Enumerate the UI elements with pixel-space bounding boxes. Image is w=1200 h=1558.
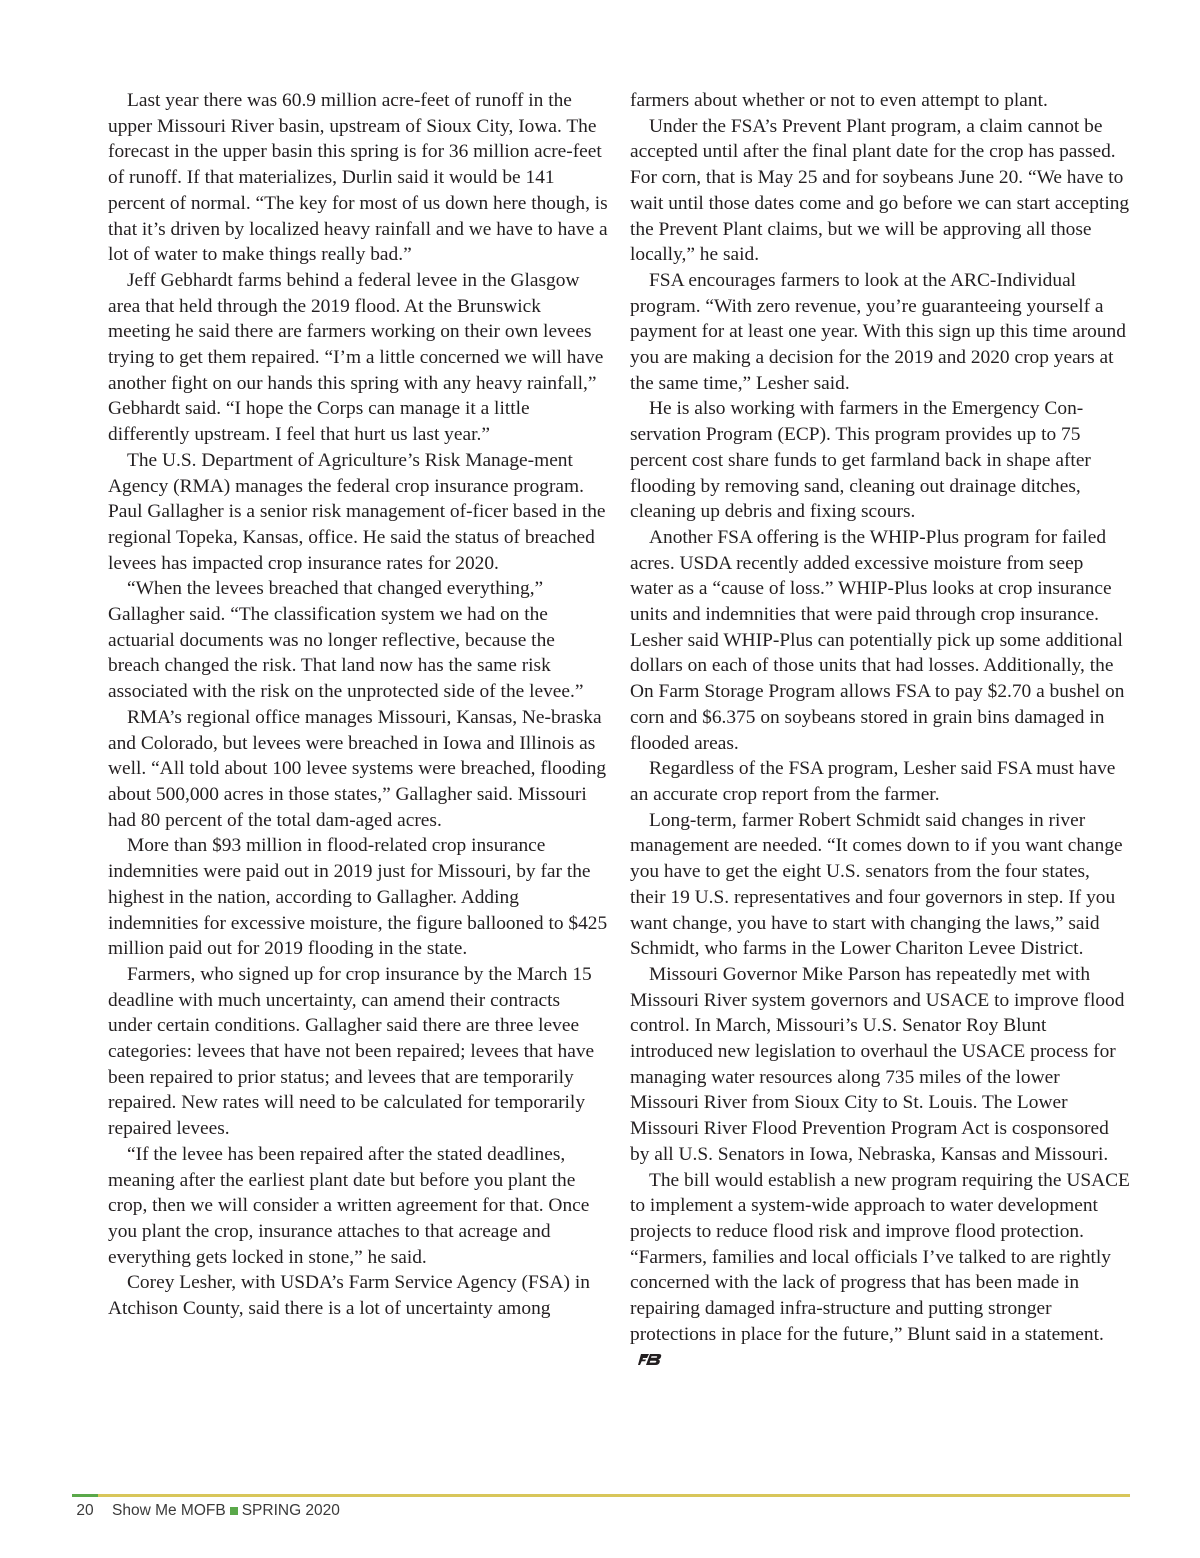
paragraph: Under the FSA’s Prevent Plant program, a claim cannot be accepted until after the final plant date for the crop has passed. For corn, that is May 25 and for soybeans June 20. “We have to wait until those dates come and go before we can start accepting the Prevent Plant claims, but we will be approving all those locally,” he said. [630,115,1130,266]
paragraph: Missouri Governor Mike Parson has repeatedly met with Missouri River system governors and USACE to improve flood control. In March, Missouri’s U.S. Senator Roy Blunt introduced new legislation to overhaul the USACE process for managing water resources along 735 miles of the lower Missouri River from Sioux City to St. Louis. The Lower Missouri River Flood Prevention Program Act is cosponsored by all U.S. Senators in Iowa, Nebraska, Kansas and Missouri. [630,963,1125,1165]
paragraph: The U.S. Department of Agriculture’s Risk Manage-ment Agency (RMA) manages the federal crop insurance program. Paul Gallagher is a senior risk management of-ficer based in the regional Topeka, Kansas, office. He said the status of breached levees has impacted crop insurance rates for 2020. [108,449,606,574]
final-paragraph-text: The bill would establish a new program requiring the USACE to implement a system-wide approach to water development projects to reduce flood risk and improve flood protection. “Farmers, families and local officials I’ve talked to are rightly concerned with the lack of progress that has been made in repairing damaged infra-structure and putting stronger protections in place for the future,” Blunt said in a statement. [630,1169,1130,1345]
paragraph: Last year there was 60.9 million acre-feet of runoff in the upper Missouri River basin, upstream of Sioux City, Iowa. The forecast in the upper basin this spring is for 36 million acre-feet of runoff. If that materializes, Durlin said it would be 141 percent of normal. “The key for most of us down here though, is that it’s driven by localized heavy rainfall and we have to have a lot of water to make things really bad.” [108,90,608,266]
green-square-separator-icon [230,1507,238,1515]
paragraph: Corey Lesher, with USDA’s Farm Service Agency (FSA) in Atchison County, said there is a lot of uncertainty among [108,1272,590,1320]
paragraph: RMA’s regional office manages Missouri, Kansas, Ne-braska and Colorado, but levees were breached in Iowa and Illinois as well. “All told about 100 levee systems were breached, flooding about 500,000 acres in those states,” Gallagher said. Missouri had 80 percent of the total dam-aged acres. [108,706,607,831]
paragraph: Farmers, who signed up for crop insurance by the March 15 deadline with much uncertainty, can amend their contracts under certain conditions. Gallagher said there are three levee categories: levees that have not been repaired; levees that have been repaired to prior status; and levees that are temporarily repaired. New rates will need to be calculated for temporarily repaired levees. [108,963,595,1140]
footer-rule-accent [72,1494,98,1497]
issue-label: SPRING 2020 [241,1502,340,1519]
paragraph: He is also working with farmers in the Emergency Con-servation Program (ECP). This program provides up to 75 percent cost share funds to get farmland back in shape after flooding by removing sand, cleaning out drainage ditches, cleaning up debris and fixing scours. [630,398,1091,523]
right-column [630,88,1130,1373]
page-number: 20 [76,1502,94,1519]
paragraph: Jeff Gebhardt farms behind a federal levee in the Glasgow area that held through the 2019 flood. At the Brunswick meeting he said there are farmers working on their own levees trying to get them repaired. “I’m a little concerned we will have another fight on our hands this spring with any heavy rainfall,” Gebhardt said. “I hope the Corps can manage it a little differently upstream. I feel that hurt us last year.” [108,269,604,446]
page-footer [72,1500,340,1522]
paragraph: FSA encourages farmers to look at the ARC-Individual program. “With zero revenue, you’re guaranteeing yourself a payment for at least one year. With this sign up this time around you are making a decision for the 2019 and 2020 crop years at the same time,” Lesher said. [630,269,1126,394]
mofb-logo-icon [638,1353,662,1366]
paragraph: More than $93 million in flood-related crop insurance indemnities were paid out in 2019 just for Missouri, by far the highest in the nation, according to Gallagher. Adding indemnities for excessive moisture, the figure ballooned to $425 million paid out for 2019 flooding in the state. [108,835,608,960]
paragraph: Another FSA offering is the WHIP-Plus program for failed acres. USDA recently added excessive moisture from seep water as a “cause of loss.” WHIP-Plus looks at crop insurance units and indemnities that were paid through crop insurance. Lesher said WHIP-Plus can potentially pick up some additional dollars on each of those units that had losses. Additionally, the On Farm Storage Program allows FSA to pay $2.70 a bushel on corn and $6.375 on soybeans stored in grain bins damaged in flooded areas. [630,526,1125,754]
paragraph: “When the levees breached that changed everything,” Gallagher said. “The classification system we had on the actuarial documents was no longer reflective, because the breach changed the risk. That land now has the same risk associated with the risk on the unprotected side of the levee.” [108,578,584,703]
paragraph-continuation: farmers about whether or not to even attempt to plant. [630,90,1048,111]
paragraph-final [630,1168,1130,1374]
left-column [108,88,608,1322]
paragraph: Regardless of the FSA program, Lesher said FSA must have an accurate crop report from the farmer. [630,758,1116,805]
paragraph: “If the levee has been repaired after the stated deadlines, meaning after the earliest plant date but before you plant the crop, then we will consider a written agreement for that. Once you plant the crop, insurance attaches to that acreage and everything gets locked in stone,” he said. [108,1143,590,1268]
paragraph: Long-term, farmer Robert Schmidt said changes in river management are needed. “It comes down to if you want change you have to get the eight U.S. senators from the four states, their 19 U.S. representatives and four governors in step. If you want change, you have to start with changing the laws,” said Schmidt, who farms in the Lower Chariton Levee District. [630,809,1123,960]
footer-rule [72,1494,1130,1497]
publication-name: Show Me MOFB [112,1502,226,1519]
